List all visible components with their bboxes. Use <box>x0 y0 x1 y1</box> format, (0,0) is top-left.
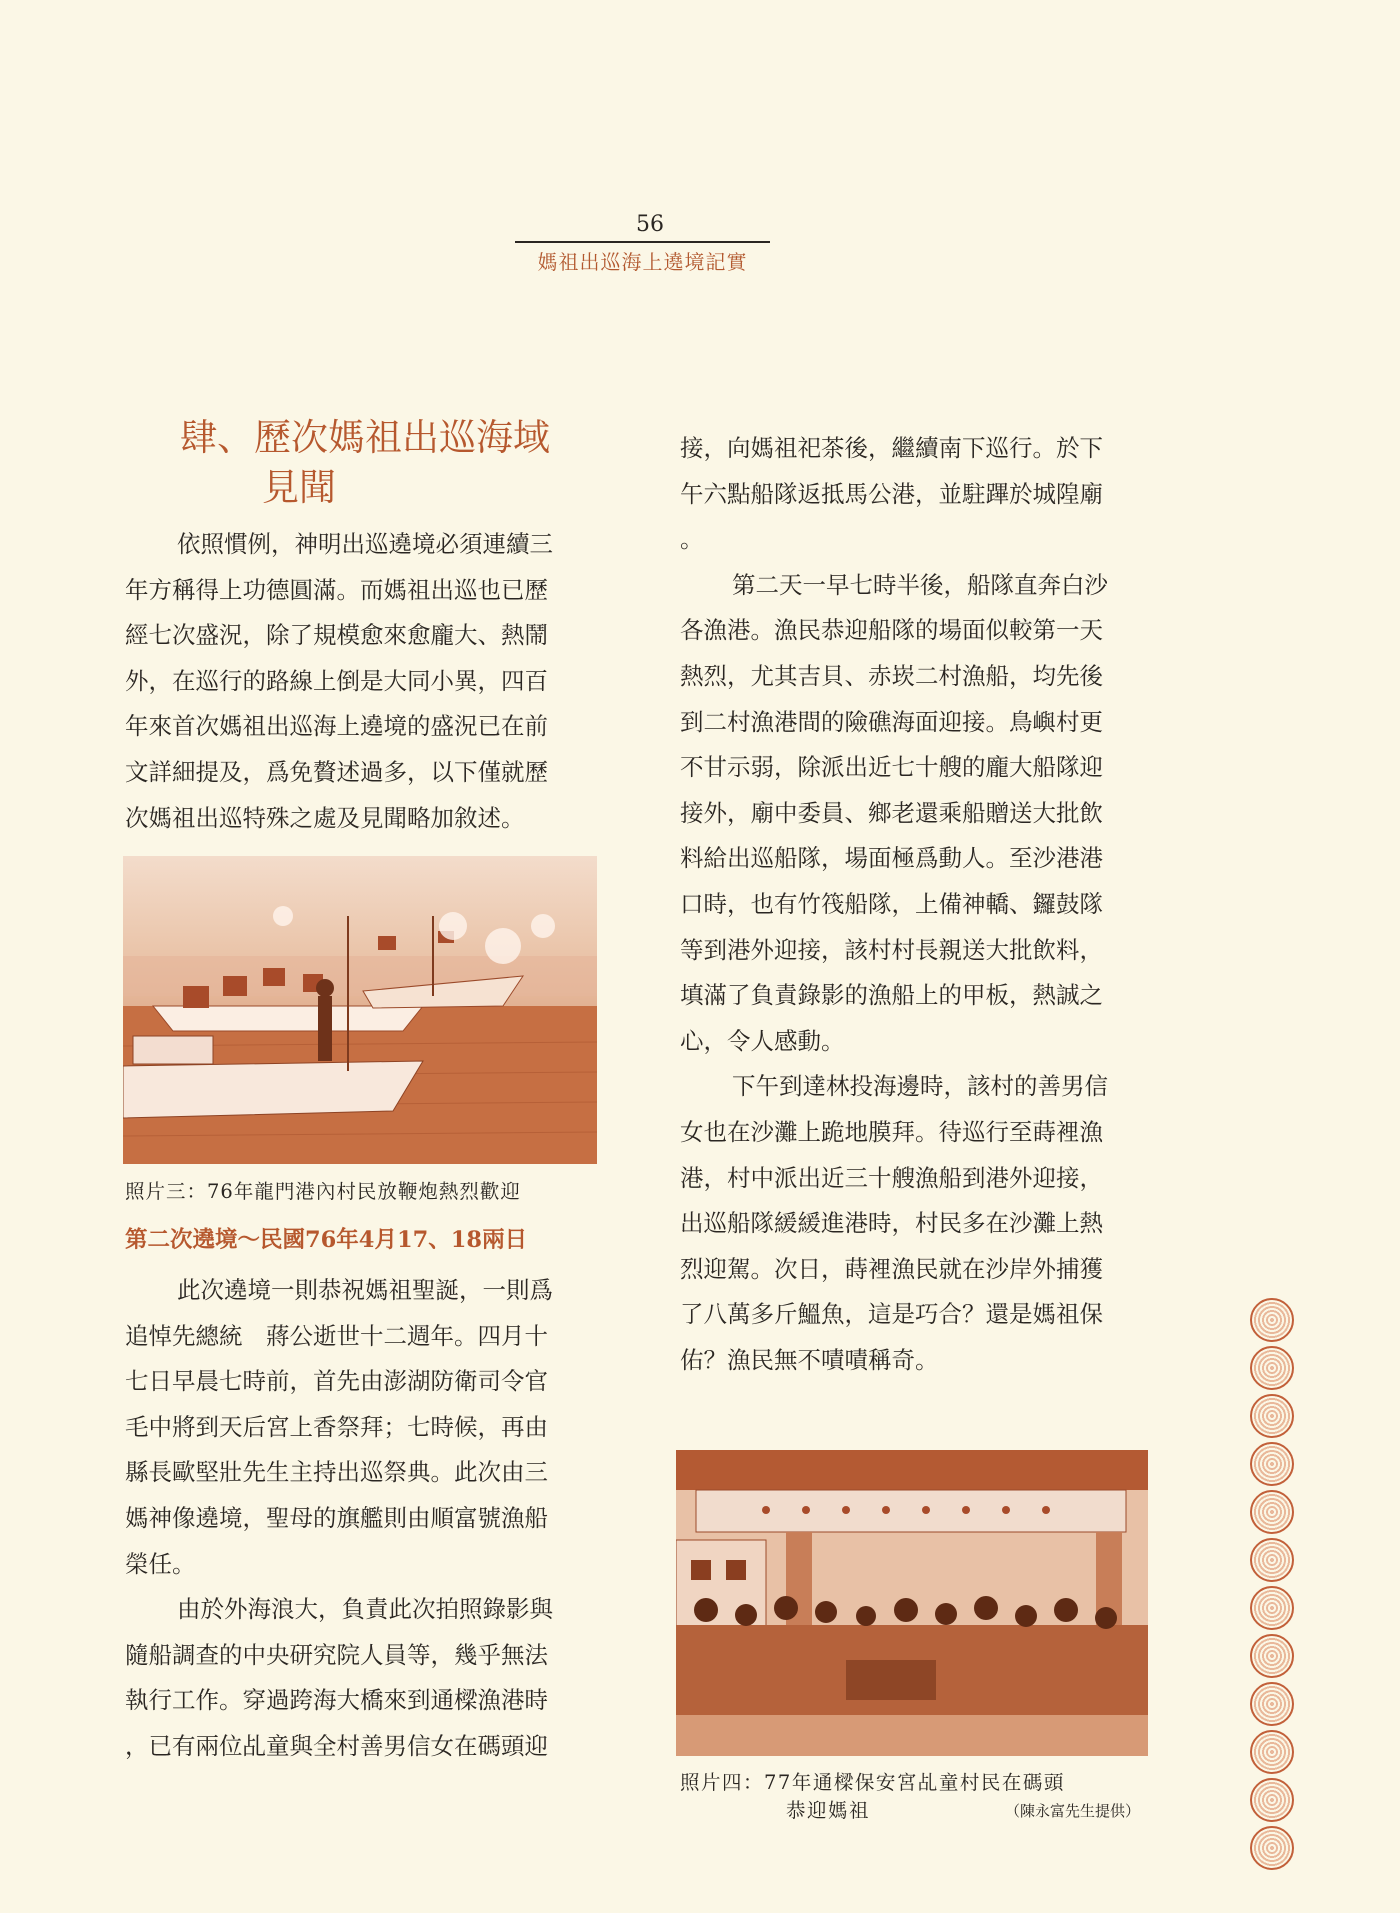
text-line: 榮任。 <box>125 1549 196 1578</box>
text-line: 媽神像遶境，聖母的旗艦則由順富號漁船 <box>125 1503 548 1532</box>
text-line: 年方稱得上功德圓滿。而媽祖出巡也已歷 <box>125 575 548 604</box>
text-line: 由於外海浪大，負責此次拍照錄影與 <box>177 1595 553 1624</box>
seal-icon <box>1250 1442 1294 1486</box>
text-line: 佑？漁民無不嘖嘖稱奇。 <box>680 1345 939 1374</box>
seal-ornament-column <box>1244 1298 1304 1874</box>
text-line: 料給出巡船隊，場面極爲動人。至沙港港 <box>680 844 1103 873</box>
text-line: 隨船調查的中央研究院人員等，幾乎無法 <box>125 1640 548 1669</box>
text-line: 第二天一早七時半後，船隊直奔白沙 <box>732 570 1108 599</box>
text-line: ，已有兩位乩童與全村善男信女在碼頭迎 <box>125 1731 548 1760</box>
text-line: 七日早晨七時前，首先由澎湖防衛司令官 <box>125 1367 548 1396</box>
text-line: 午六點船隊返抵馬公港，並駐蹕於城隍廟 <box>680 479 1103 508</box>
text-line: 到二村漁港間的險礁海面迎接。鳥嶼村更 <box>680 707 1103 736</box>
text-line: 執行工作。穿過跨海大橋來到通樑漁港時 <box>125 1686 548 1715</box>
text-line: 追悼先總統 蔣公逝世十二週年。四月十 <box>125 1321 548 1350</box>
photo4-credit: （陳永富先生提供） <box>1005 1802 1141 1820</box>
text-line: 填滿了負責錄影的漁船上的甲板，熱誠之 <box>680 981 1103 1010</box>
left-body-text <box>125 1268 595 1770</box>
text-line: 外，在巡行的路線上倒是大同小異，四百 <box>125 666 548 695</box>
text-line: 接，向媽祖祀茶後，繼續南下巡行。於下 <box>680 434 1103 462</box>
photo-boats-firecrackers <box>123 856 597 1164</box>
photo3-caption: 照片三：76年龍門港內村民放鞭炮熱烈歡迎 <box>125 1180 521 1203</box>
heading-line-1: 肆、歷次媽祖出巡海域 <box>180 416 550 459</box>
right-body-text <box>680 426 1152 1383</box>
running-title: 媽祖出巡海上遶境記實 <box>537 250 748 274</box>
text-line: 不甘示弱，除派出近七十艘的龐大船隊迎 <box>680 753 1103 782</box>
seal-icon <box>1250 1586 1294 1630</box>
seal-icon <box>1250 1826 1294 1870</box>
text-line: 。 <box>680 525 704 554</box>
section-heading <box>180 413 610 513</box>
intro-paragraph <box>125 522 595 841</box>
text-line: 縣長歐堅壯先生主持出巡祭典。此次由三 <box>125 1458 548 1487</box>
photo4-caption-line1: 照片四：77年通樑保安宮乩童村民在碼頭 <box>680 1771 1065 1794</box>
text-line: 經七次盛況，除了規模愈來愈龐大、熱鬧 <box>125 621 548 650</box>
text-line: 女也在沙灘上跪地膜拜。待巡行至蒔裡漁 <box>680 1117 1103 1146</box>
text-line: 等到港外迎接，該村村長親送大批飲料， <box>680 935 1103 964</box>
text-line: 次媽祖出巡特殊之處及見聞略加敘述。 <box>125 803 525 832</box>
seal-icon <box>1250 1394 1294 1438</box>
text-line: 熱烈，尤其吉貝、赤崁二村漁船，均先後 <box>680 661 1103 690</box>
text-line: 出巡船隊緩緩進港時，村民多在沙灘上熱 <box>680 1209 1103 1238</box>
seal-icon <box>1250 1778 1294 1822</box>
header-rule <box>515 241 770 243</box>
text-line: 各漁港。漁民恭迎船隊的場面似較第一天 <box>680 616 1103 645</box>
page-number: 56 <box>636 212 664 237</box>
seal-icon <box>1250 1538 1294 1582</box>
text-line: 此次遶境一則恭祝媽祖聖誕，一則爲 <box>177 1276 553 1304</box>
seal-icon <box>1250 1298 1294 1342</box>
text-line: 文詳細提及，爲免贅述過多，以下僅就歷 <box>125 757 548 786</box>
subheading-second-tour: 第二次遶境～民國76年4月17、18兩日 <box>125 1227 528 1253</box>
seal-icon <box>1250 1730 1294 1774</box>
text-line: 口時，也有竹筏船隊，上備神轎、鑼鼓隊 <box>680 889 1103 918</box>
text-line: 年來首次媽祖出巡海上遶境的盛況已在前 <box>125 712 548 741</box>
text-line: 依照慣例，神明出巡遶境必須連續三 <box>177 530 553 558</box>
seal-icon <box>1250 1346 1294 1390</box>
photo-temple-welcome <box>676 1450 1148 1756</box>
text-line: 毛中將到天后宮上香祭拜；七時候，再由 <box>125 1412 548 1441</box>
seal-icon <box>1250 1490 1294 1534</box>
text-line: 下午到達林投海邊時，該村的善男信 <box>732 1072 1108 1101</box>
text-line: 了八萬多斤鰮魚，這是巧合？還是媽祖保 <box>680 1300 1103 1329</box>
text-line: 心，令人感動。 <box>680 1026 845 1055</box>
text-line: 接外，廟中委員、鄉老還乘船贈送大批飲 <box>680 798 1103 827</box>
seal-icon <box>1250 1682 1294 1726</box>
heading-line-2: 見聞 <box>262 466 336 509</box>
text-line: 港，村中派出近三十艘漁船到港外迎接， <box>680 1163 1103 1192</box>
photo4-caption-line2: 恭迎媽祖 <box>786 1799 871 1822</box>
seal-icon <box>1250 1634 1294 1678</box>
text-line: 烈迎駕。次日，蒔裡漁民就在沙岸外捕獲 <box>680 1254 1103 1283</box>
